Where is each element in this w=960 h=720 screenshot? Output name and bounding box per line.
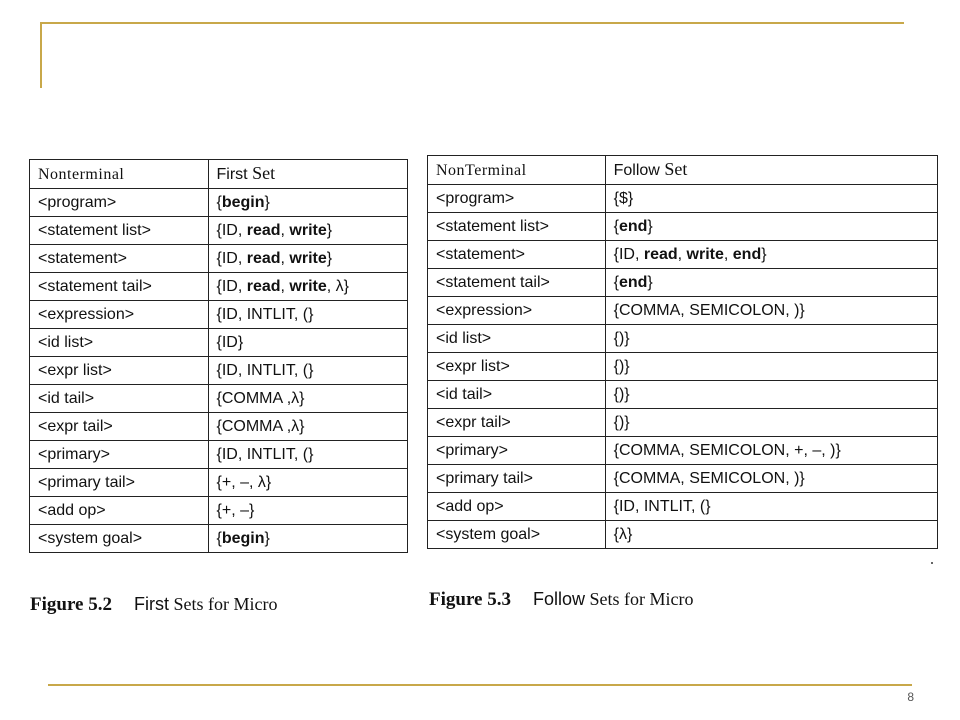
set-cell	[605, 381, 937, 409]
nonterminal-cell: <id tail>	[30, 385, 209, 413]
table-row	[30, 497, 408, 525]
follow-sets-table	[427, 155, 938, 549]
set-text: {λ}	[613, 526, 633, 543]
set-text: }	[326, 250, 333, 267]
table-row	[428, 353, 938, 381]
set-text: ,	[723, 246, 733, 263]
nonterminal-cell: <id list>	[428, 325, 606, 353]
nonterminal-cell: <statement tail>	[428, 269, 606, 297]
set-text: {ID,	[216, 222, 247, 239]
set-cell	[208, 385, 408, 413]
keyword-token: begin	[221, 530, 265, 547]
follow-sets-caption	[429, 589, 693, 611]
set-text: {ID,	[613, 246, 644, 263]
set-text: {ID}	[216, 334, 244, 351]
set-text: }	[761, 246, 767, 263]
table-row	[30, 525, 408, 553]
set-cell	[208, 413, 408, 441]
nonterminal-cell: <program>	[30, 189, 209, 217]
set-cell	[605, 465, 937, 493]
set-cell	[208, 329, 408, 357]
set-cell	[208, 441, 408, 469]
table-row	[30, 441, 408, 469]
set-text: {ID,	[216, 250, 247, 267]
set-cell	[208, 245, 408, 273]
keyword-token: end	[618, 274, 648, 291]
set-text: {COMMA ,λ}	[216, 390, 305, 407]
set-cell	[605, 185, 937, 213]
set-text: {+, –}	[216, 502, 255, 519]
set-text: {)}	[613, 414, 630, 431]
nonterminal-cell: <expression>	[428, 297, 606, 325]
set-text: {ID, INTLIT, (}	[613, 498, 711, 515]
set-text: {ID, INTLIT, (}	[216, 446, 314, 463]
nonterminal-cell: <statement list>	[428, 213, 606, 241]
set-text: }	[264, 530, 270, 547]
nonterminal-cell: <primary>	[30, 441, 209, 469]
set-cell	[208, 273, 408, 301]
table-row	[30, 413, 408, 441]
nonterminal-cell: <system goal>	[428, 521, 606, 549]
table-row	[428, 325, 938, 353]
nonterminal-cell: <expr list>	[30, 357, 209, 385]
table-row	[428, 381, 938, 409]
set-cell	[605, 297, 937, 325]
table-row	[30, 273, 408, 301]
nonterminal-cell: <statement>	[428, 241, 606, 269]
bottom-accent-line	[48, 684, 912, 686]
set-text: {	[216, 530, 222, 547]
table-row	[428, 437, 938, 465]
nonterminal-cell: <expr tail>	[30, 413, 209, 441]
set-text: {ID,	[216, 278, 247, 295]
left-accent-line	[40, 22, 42, 88]
keyword-token: write	[289, 250, 327, 267]
scan-speck	[931, 562, 933, 564]
set-text: }	[647, 274, 653, 291]
nonterminal-cell: <primary>	[428, 437, 606, 465]
first-set-header-word: First	[216, 166, 248, 183]
nonterminal-cell: <program>	[428, 185, 606, 213]
set-cell	[605, 409, 937, 437]
set-text: }	[647, 218, 653, 235]
set-cell	[208, 189, 408, 217]
nonterminal-cell: <add op>	[30, 497, 209, 525]
first-sets-table	[29, 159, 408, 553]
caption-keyword: Follow	[532, 589, 585, 609]
set-text: {)}	[613, 358, 630, 375]
keyword-token: end	[618, 218, 648, 235]
follow-set-header	[605, 156, 937, 185]
caption-keyword: First	[133, 594, 169, 614]
nonterminal-cell: <system goal>	[30, 525, 209, 553]
keyword-token: write	[289, 278, 327, 295]
nonterminal-cell: <id tail>	[428, 381, 606, 409]
set-cell	[605, 213, 937, 241]
table-row	[428, 465, 938, 493]
set-cell	[605, 493, 937, 521]
set-text: {$}	[613, 190, 634, 207]
set-text: {+, –, λ}	[216, 474, 272, 491]
keyword-token: read	[246, 278, 281, 295]
table-row	[428, 213, 938, 241]
first-sets-caption	[30, 594, 277, 616]
set-cell	[208, 525, 408, 553]
table-row	[30, 189, 408, 217]
keyword-token: read	[643, 246, 678, 263]
set-cell	[208, 469, 408, 497]
table-row	[30, 245, 408, 273]
figure-number: Figure 5.2	[30, 594, 112, 615]
nonterminal-cell: <expr tail>	[428, 409, 606, 437]
table-row	[428, 269, 938, 297]
set-text: {COMMA ,λ}	[216, 418, 305, 435]
first-set-header-suffix: Set	[247, 163, 276, 183]
set-text: }	[326, 222, 333, 239]
table-header-row	[428, 156, 938, 185]
nonterminal-header: Nonterminal	[30, 160, 209, 189]
table-row	[428, 241, 938, 269]
set-cell	[208, 357, 408, 385]
keyword-token: read	[246, 222, 281, 239]
set-text: {COMMA, SEMICOLON, +, –, )}	[613, 442, 841, 459]
keyword-token: begin	[221, 194, 265, 211]
keyword-token: write	[686, 246, 724, 263]
table-row	[428, 185, 938, 213]
nonterminal-cell: <primary tail>	[30, 469, 209, 497]
table-row	[30, 469, 408, 497]
set-text: ,	[280, 222, 290, 239]
set-cell	[208, 217, 408, 245]
set-text: {	[613, 274, 619, 291]
set-text: ,	[677, 246, 687, 263]
set-text: }	[264, 194, 270, 211]
table-row	[30, 385, 408, 413]
set-text: {ID, INTLIT, (}	[216, 306, 314, 323]
caption-text: Sets for Micro	[168, 594, 278, 614]
nonterminal-cell: <statement list>	[30, 217, 209, 245]
page-number: 8	[907, 690, 914, 704]
table-row	[428, 493, 938, 521]
table-row	[30, 357, 408, 385]
keyword-token: write	[289, 222, 327, 239]
set-cell	[605, 521, 937, 549]
nonterminal-cell: <expr list>	[428, 353, 606, 381]
set-text: ,	[280, 278, 290, 295]
set-text: {COMMA, SEMICOLON, )}	[613, 470, 805, 487]
nonterminal-cell: <statement>	[30, 245, 209, 273]
set-text: {)}	[613, 330, 630, 347]
first-set-header	[208, 160, 408, 189]
set-cell	[605, 269, 937, 297]
set-text: {ID, INTLIT, (}	[216, 362, 314, 379]
keyword-token: end	[732, 246, 762, 263]
table-row	[428, 409, 938, 437]
figure-number: Figure 5.3	[429, 589, 511, 610]
nonterminal-cell: <id list>	[30, 329, 209, 357]
set-text: , λ}	[326, 278, 349, 295]
first-sets-body	[30, 189, 408, 553]
table-row	[428, 297, 938, 325]
set-cell	[605, 325, 937, 353]
table-header-row	[30, 160, 408, 189]
table-row	[428, 521, 938, 549]
set-cell	[605, 241, 937, 269]
set-text: ,	[280, 250, 290, 267]
top-accent-line	[40, 22, 904, 24]
nonterminal-cell: <primary tail>	[428, 465, 606, 493]
set-text: {COMMA, SEMICOLON, )}	[613, 302, 805, 319]
follow-set-header-word: Follow	[613, 162, 660, 179]
set-text: {)}	[613, 386, 630, 403]
table-row	[30, 217, 408, 245]
caption-text: Sets for Micro	[585, 589, 694, 609]
follow-set-header-suffix: Set	[659, 159, 688, 179]
set-cell	[605, 437, 937, 465]
set-cell	[605, 353, 937, 381]
table-row	[30, 301, 408, 329]
set-cell	[208, 497, 408, 525]
set-text: {	[613, 218, 619, 235]
set-cell	[208, 301, 408, 329]
nonterminal-cell: <statement tail>	[30, 273, 209, 301]
keyword-token: read	[246, 250, 281, 267]
nonterminal-cell: <expression>	[30, 301, 209, 329]
nonterminal-header: NonTerminal	[428, 156, 606, 185]
set-text: {	[216, 194, 222, 211]
table-row	[30, 329, 408, 357]
nonterminal-cell: <add op>	[428, 493, 606, 521]
follow-sets-body	[428, 185, 938, 549]
